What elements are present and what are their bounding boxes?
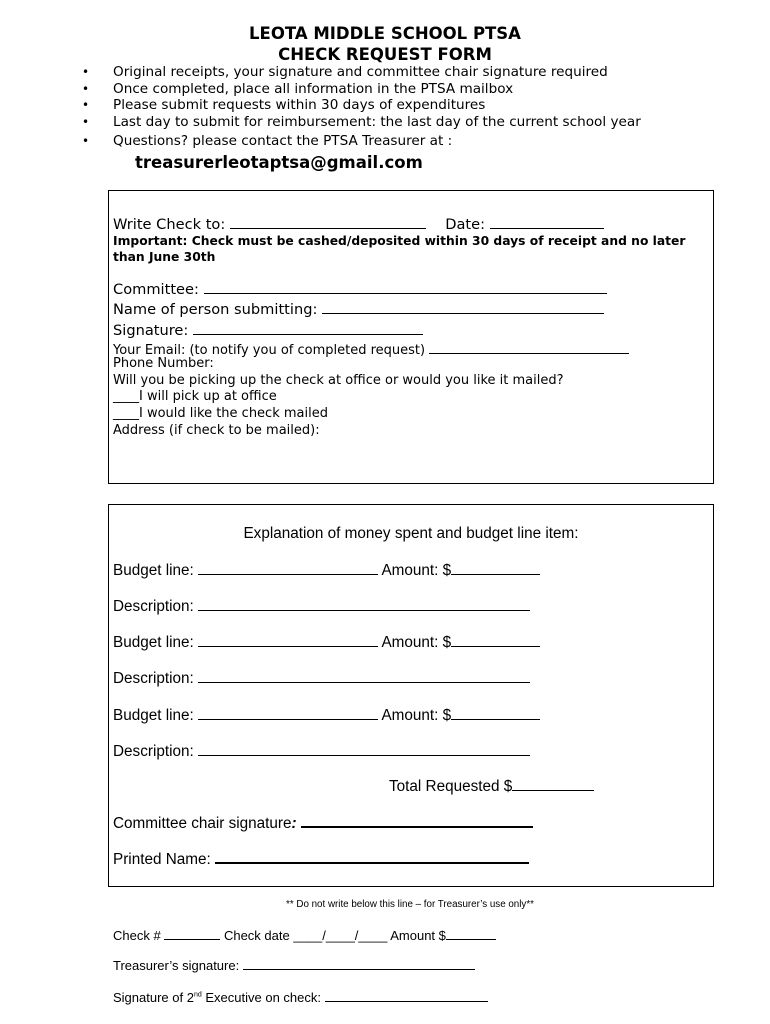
signature-row <box>113 321 423 339</box>
treasurer-signature-field[interactable] <box>243 956 475 970</box>
instruction-item: • Once completed, place all information in the PTSA mailbox <box>76 81 641 98</box>
pickup-option-label: I will pick up at office <box>139 389 277 404</box>
description-field[interactable] <box>198 742 530 756</box>
important-note-2: than June 30th <box>113 250 216 264</box>
treasurer-email[interactable]: treasurerleotaptsa@gmail.com <box>135 153 423 172</box>
instruction-item: • Questions? please contact the PTSA Treasurer at : <box>76 133 641 150</box>
instruction-item: • Original receipts, your signature and committee chair signature required <box>76 64 641 81</box>
budget-line-label: Budget line: <box>113 707 194 724</box>
description-row-3 <box>113 742 530 761</box>
committee-row <box>113 280 607 298</box>
budget-line-row-3 <box>113 706 540 725</box>
check-info-row <box>113 926 496 943</box>
budget-line-label: Budget line: <box>113 562 194 579</box>
date-field[interactable] <box>490 215 604 229</box>
second-executive-label: Signature of 2nd Executive on check: <box>113 990 321 1005</box>
description-label: Description: <box>113 743 194 760</box>
printed-name-row <box>113 849 529 869</box>
amount-field[interactable] <box>451 706 540 720</box>
signature-field[interactable] <box>193 321 423 335</box>
printed-name-field[interactable] <box>215 849 529 864</box>
check-number-field[interactable] <box>164 926 220 940</box>
description-field[interactable] <box>198 597 530 611</box>
check-number-label: Check # <box>113 928 161 943</box>
budget-line-field[interactable] <box>198 706 378 720</box>
write-check-row <box>113 215 604 233</box>
amount-label: Amount: $ <box>381 707 452 724</box>
name-row <box>113 300 604 318</box>
chair-signature-row <box>113 813 533 833</box>
pickup-question: Will you be picking up the check at office or would you like it mailed? <box>113 373 564 388</box>
description-row-2 <box>113 669 530 688</box>
description-label: Description: <box>113 598 194 615</box>
instruction-item: • Last day to submit for reimbursement: the last day of the current school year <box>76 114 641 131</box>
email-label: Your Email: (to notify you of completed request) <box>113 343 426 358</box>
treasurer-only-note: ** Do not write below this line – for Treasurer’s use only** <box>286 899 534 910</box>
treasurer-signature-row <box>113 956 475 973</box>
amount-label: Amount: $ <box>381 634 452 651</box>
total-label: Total Requested $ <box>389 778 513 795</box>
instructions-list <box>76 64 641 150</box>
signature-label: Signature: <box>113 322 189 339</box>
write-check-label: Write Check to: <box>113 216 226 233</box>
committee-label: Committee: <box>113 281 199 298</box>
form-title-line1: LEOTA MIDDLE SCHOOL PTSA <box>249 24 521 43</box>
expenses-heading: Explanation of money spent and budget line item: <box>243 525 579 542</box>
amount-field[interactable] <box>451 633 540 647</box>
pickup-option-blank[interactable]: ____ <box>113 389 139 404</box>
phone-label: Phone Number: <box>113 356 214 371</box>
chair-signature-colon: : <box>291 815 297 832</box>
budget-line-field[interactable] <box>198 633 378 647</box>
total-field[interactable] <box>512 777 594 791</box>
mail-option-row <box>113 406 328 421</box>
second-executive-field[interactable] <box>325 988 488 1002</box>
check-date-field[interactable]: ____/____/____ <box>293 928 388 943</box>
check-amount-label: Amount $ <box>390 928 446 943</box>
mail-option-blank[interactable]: ____ <box>113 406 139 421</box>
name-label: Name of person submitting: <box>113 301 318 318</box>
second-executive-row <box>113 988 488 1005</box>
amount-field[interactable] <box>451 561 540 575</box>
pickup-option-row <box>113 389 277 404</box>
committee-field[interactable] <box>204 280 607 294</box>
description-label: Description: <box>113 670 194 687</box>
budget-line-label: Budget line: <box>113 634 194 651</box>
total-row <box>389 777 594 796</box>
amount-label: Amount: $ <box>381 562 452 579</box>
treasurer-signature-label: Treasurer’s signature: <box>113 958 240 973</box>
important-note: Important: Check must be cashed/deposited within 30 days of receipt and no later <box>113 234 686 248</box>
budget-line-row-2 <box>113 633 540 652</box>
chair-signature-label: Committee chair signature <box>113 815 292 832</box>
payee-field[interactable] <box>230 215 426 229</box>
instruction-item: • Please submit requests within 30 days of expenditures <box>76 97 641 114</box>
description-field[interactable] <box>198 669 530 683</box>
chair-signature-field[interactable] <box>301 813 533 828</box>
printed-name-label: Printed Name: <box>113 851 211 868</box>
description-row-1 <box>113 597 530 616</box>
email-field[interactable] <box>429 340 629 354</box>
mail-option-label: I would like the check mailed <box>139 406 328 421</box>
check-date-label: Check date <box>223 928 290 943</box>
form-title-line2: CHECK REQUEST FORM <box>278 45 492 64</box>
check-amount-field[interactable] <box>446 926 496 940</box>
date-label: Date: <box>445 216 486 233</box>
address-label: Address (if check to be mailed): <box>113 423 320 438</box>
budget-line-field[interactable] <box>198 561 378 575</box>
name-field[interactable] <box>322 300 604 314</box>
budget-line-row-1 <box>113 561 540 580</box>
